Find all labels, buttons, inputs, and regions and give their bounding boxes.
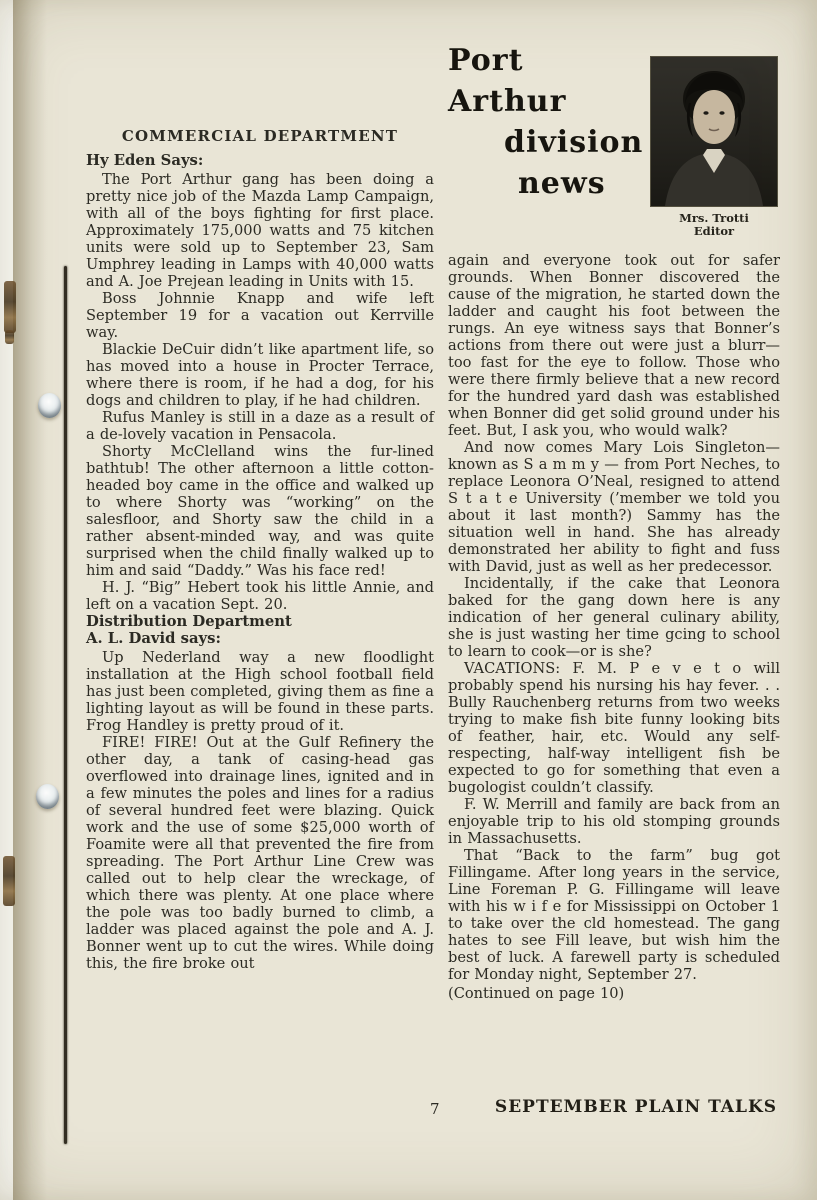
left-column (86, 128, 434, 972)
binding-tape-mark (5, 330, 14, 344)
paragraph: That “Back to the farm” bug got Fillingame. After long years in the service, Line Foreman P. G. Fillingame will leave with his w i f e for Mississippi on October 1 to take over the cld homestead. The gang hates to see Fill leave, but wish him the best of luck. A farewell party is scheduled for Monday night, September 27. (448, 847, 780, 983)
paragraph: F. W. Merrill and family are back from an enjoyable trip to his old stomping grounds in Massachusetts. (448, 796, 780, 847)
portrait-illustration (651, 57, 777, 206)
scanner-background-strip (0, 0, 13, 1200)
paragraph: Rufus Manley is still in a daze as a result of a de-lovely vacation in Pensacola. (86, 409, 434, 443)
paragraph: Blackie DeCuir didn’t like apartment life, so has moved into a house in Procter Terrace, where there is room, if he had a dog, for his dogs and children to play, if he had children. (86, 341, 434, 409)
masthead (448, 40, 648, 204)
paragraph: again and everyone took out for safer grounds. When Bonner discovered the cause of the migration, he started down the ladder and caught his foot between the rungs. An eye witness says that Bonner’s actions from there out were just a blurr—too fast for the eye to follow. Those who were there firmly believe that a new record for the hundred yard dash was established when Bonner did get solid ground under his feet. But, I ask you, who would walk? (448, 252, 780, 439)
paragraph: Incidentally, if the cake that Leonora baked for the gang down here is any indication of her general culinary ability, she is just wasting her time gcing to school to learn to cook—or is she? (448, 575, 780, 660)
section-heading: COMMERCIAL DEPARTMENT (121, 127, 399, 145)
byline: A. L. David says: (86, 630, 221, 647)
paper-edge-shadow (13, 0, 47, 1200)
binding-tape-mark (4, 281, 16, 333)
paragraph: The Port Arthur gang has been doing a pretty nice job of the Mazda Lamp Campaign, with all of the boys fighting for first place. Approximately 175,000 watts and 75 kitchen units were sold up to September 23, Sam Umphrey leading in Lamps with 40,000 watts and A. Joe Prejean leading in Units with 15. (86, 171, 434, 290)
masthead-line: news (518, 166, 606, 201)
paragraph: Shorty McClelland wins the fur-lined bathtub! The other afternoon a little cotton-headed boy came in the office and walked up to where Shorty was “working” on the salesfloor, and Shorty saw the child in a rather absent-minded way, and was quite surprised when the child finally walked up to him and said “Daddy.” Was his face red! (86, 443, 434, 579)
binding-tape-mark (3, 856, 15, 906)
paragraph: H. J. “Big” Hebert took his little Annie, and left on a vacation Sept. 20. (86, 579, 434, 613)
binding-fold-line (64, 266, 67, 1144)
publication-footer: SEPTEMBER PLAIN TALKS (494, 1097, 777, 1117)
photo-caption-role: Editor (693, 224, 735, 238)
paragraph: FIRE! FIRE! Out at the Gulf Refinery the other day, a tank of casing-head gas overflowed into drainage lines, ignited and in a few minutes the poles and lines for a radius of several hundred feet were blazing. Quick work and the use of some $25,000 worth of Foamite were all that prevented the fire from spreading. The Port Arthur Line Crew was called out to help clear the wreckage, of which there was plenty. At one place where the pole was too badly burned to climb, a ladder was placed against the pole and A. J. Bonner went up to cut the wires. While doing this, the fire broke out (86, 734, 434, 972)
right-column (448, 252, 780, 1002)
paragraph: Boss Johnnie Knapp and wife left September 19 for a vacation out Kerrville way. (86, 290, 434, 341)
byline: Hy Eden Says: (86, 152, 204, 169)
masthead-line: division (504, 125, 644, 160)
editor-portrait-photo (651, 57, 777, 206)
continued-notice: (Continued on page 10) (448, 985, 625, 1002)
binder-hole (36, 784, 59, 809)
paragraph: And now comes Mary Lois Singleton—known as S a m m y — from Port Neches, to replace Leonora O’Neal, resigned to attend S t a t e University (’member we told you about it last month?) Sammy has the situation well in hand. She has already demonstrated her ability to fight and fuss with David, just as well as her predecessor. (448, 439, 780, 575)
photo-caption-name: Mrs. Trotti (679, 211, 749, 225)
subsection-heading: Distribution Department (86, 613, 292, 630)
binder-hole (38, 393, 61, 418)
page-number: 7 (430, 1100, 440, 1118)
paragraph: Up Nederland way a new floodlight installation at the High school football field has just been completed, giving them as fine a lighting layout as will be found in these parts. Frog Handley is pretty proud of it. (86, 649, 434, 734)
paragraph: VACATIONS: F. M. P e v e t o will probably spend his nursing his hay fever. . . Bully Rauchenberg returns from two weeks trying to make fish bite funny looking bits of feather, hair, etc. Would any self-respecting, half-way intelligent fish be expected to go for something that even a bugologist couldn’t classify. (448, 660, 780, 796)
photo-caption (651, 212, 777, 238)
masthead-line: Port Arthur (448, 43, 567, 119)
